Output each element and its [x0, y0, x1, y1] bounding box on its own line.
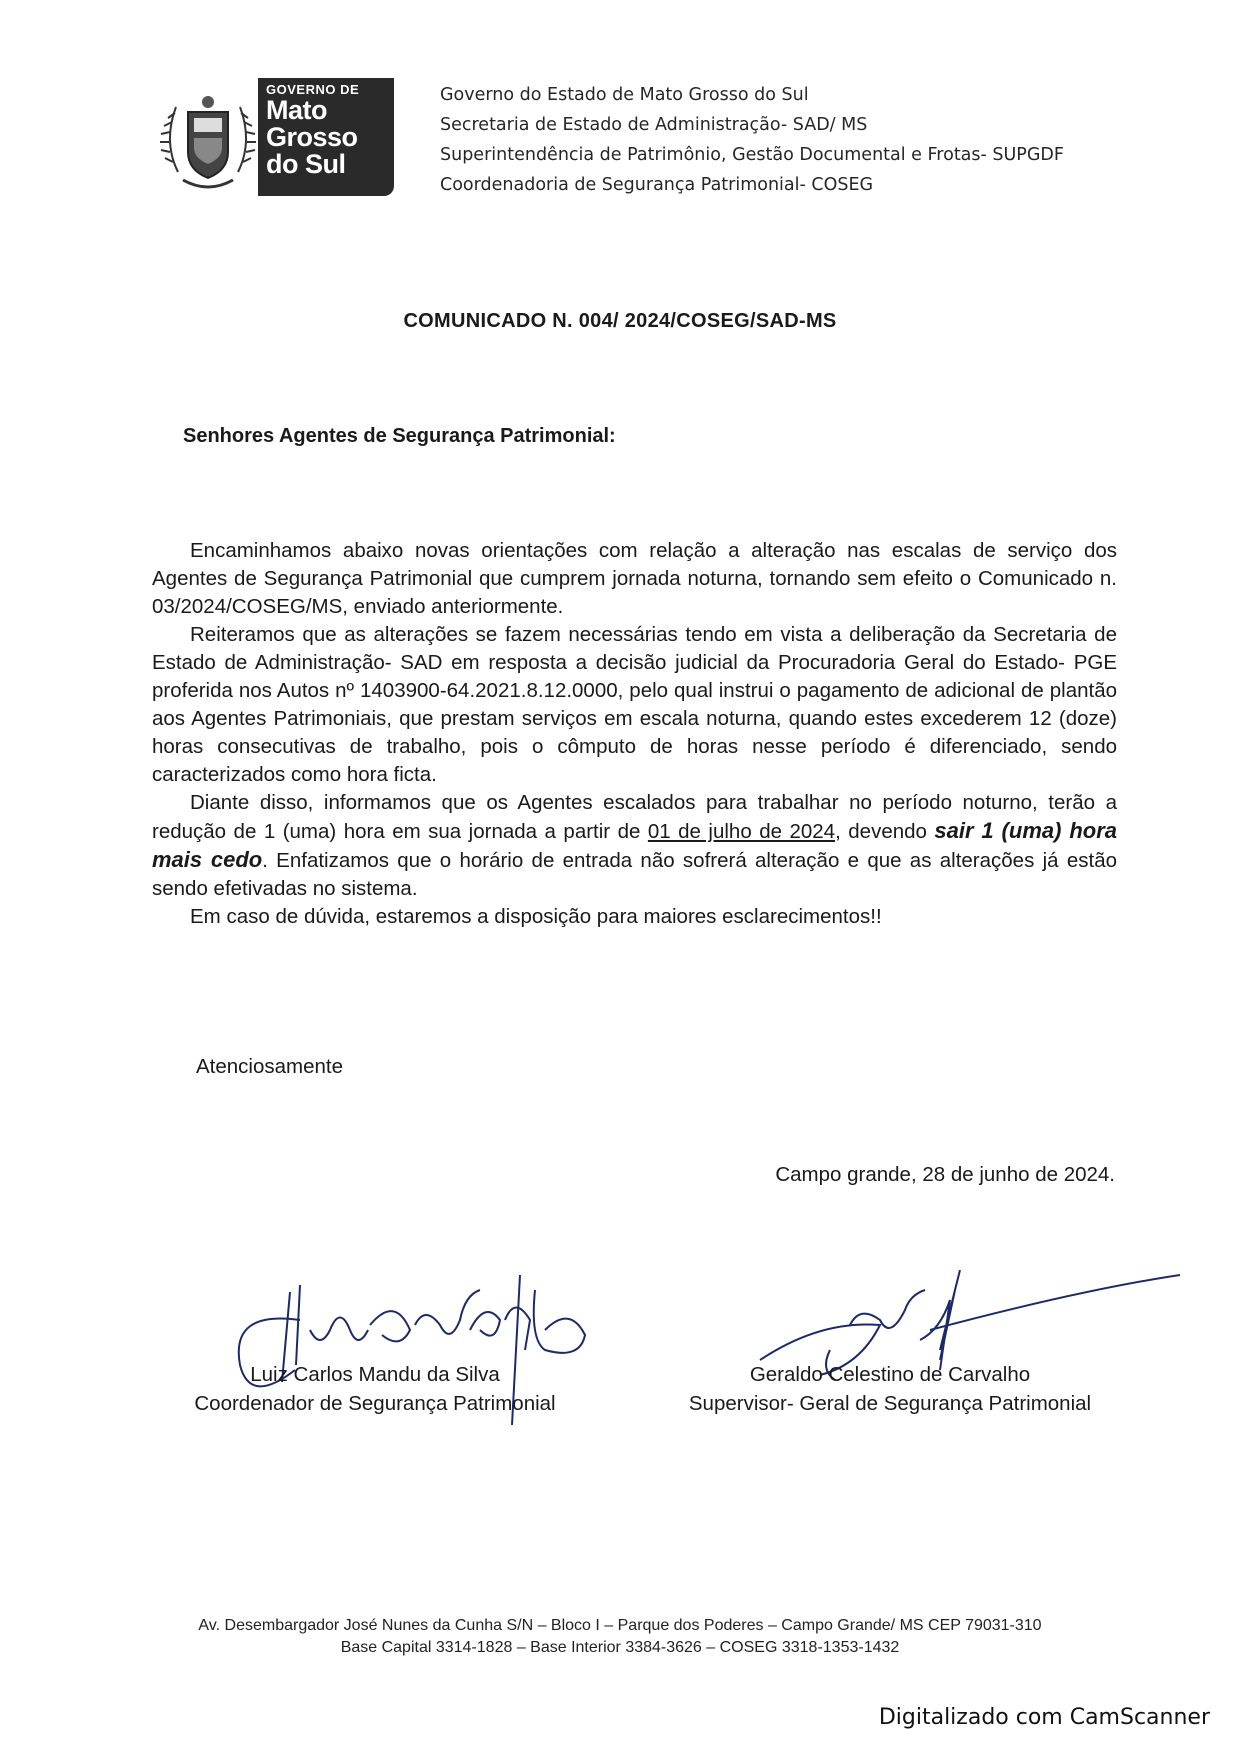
footer-phones: Base Capital 3314-1828 – Base Interior 3384-3626 – COSEG 3318-1353-1432: [340, 1639, 900, 1656]
document-title: COMUNICADO N. 004/ 2024/COSEG/SAD-MS: [403, 310, 837, 332]
signatory-1: [160, 1360, 590, 1418]
body-paragraph: [152, 789, 1117, 903]
body-text-segment: Diante disso, informamos que os Agentes escalados para trabalhar no período noturno, terão a redução de 1 (uma) hora em sua jornada a partir de: [152, 791, 1117, 843]
government-logo: [158, 78, 396, 198]
closing: Atenciosamente: [196, 1055, 344, 1078]
state-coat-of-arms-icon: [158, 82, 258, 194]
signatory-name: Geraldo Celestino de Carvalho: [749, 1363, 1031, 1386]
letterhead-line: Secretaria de Estado de Administração- SAD/ MS: [440, 115, 868, 135]
logo-text-line1: GOVERNO DE: [266, 82, 360, 97]
place-date: Campo grande, 28 de junho de 2024.: [775, 1163, 1115, 1186]
signatory-2: [655, 1360, 1125, 1418]
document-footer: [0, 1615, 1240, 1659]
body-text-segment: . Enfatizamos que o horário de entrada não sofrerá alteração e que as alterações já estão sendo efetivadas no sistema.: [152, 849, 1117, 900]
emphasis-text: sair 1 (uma) hora mais cedo: [152, 818, 1117, 872]
signatory-role: Coordenador de Segurança Patrimonial: [194, 1392, 556, 1415]
logo-text-line4: do Sul: [266, 149, 346, 179]
body-paragraph: Em caso de dúvida, estaremos a disposição para maiores esclarecimentos!!: [190, 905, 882, 928]
signatory-name: Luiz Carlos Mandu da Silva: [250, 1363, 500, 1386]
letterhead: [440, 80, 1140, 200]
greeting: Senhores Agentes de Segurança Patrimonial:: [183, 425, 616, 447]
body-paragraph: Encaminhamos abaixo novas orientações com relação a alteração nas escalas de serviço dos Agentes de Segurança Patrimonial que cumprem jornada noturna, tornando sem efeito o Comunicado n. 03/2024/COSEG/MS, enviado anteriormente.: [152, 539, 1117, 618]
document-body: [152, 537, 1117, 931]
logo-text-line2: Mato: [266, 95, 327, 125]
scanner-watermark: Digitalizado com CamScanner: [878, 1705, 1210, 1730]
body-paragraph: Reiteramos que as alterações se fazem necessárias tendo em vista a deliberação da Secretaria de Estado de Administração- SAD em resposta a decisão judicial da Procuradoria Geral do Estado- PGE proferida nos Autos nº 1403900-64.2021.8.12.0000, pelo qual instrui o pagamento de adicional de plantão aos Agentes Patrimoniais, que prestam serviços em escala noturna, quando estes excederem 12 (doze) horas consecutivas de trabalho, pois o cômputo de horas nesse período é diferenciado, sendo caracterizados como hora ficta.: [152, 623, 1117, 786]
effective-date: 01 de julho de 2024: [647, 820, 836, 843]
letterhead-line: Superintendência de Patrimônio, Gestão Documental e Frotas- SUPGDF: [440, 145, 1064, 165]
footer-address: Av. Desembargador José Nunes da Cunha S/N – Bloco I – Parque dos Poderes – Campo Grande/ MS CEP 79031-310: [198, 1617, 1042, 1634]
logo-text-line3: Grosso: [266, 122, 358, 152]
signatory-role: Supervisor- Geral de Segurança Patrimonial: [688, 1392, 1092, 1415]
logo-badge: [258, 78, 394, 196]
letterhead-line: Coordenadoria de Segurança Patrimonial- COSEG: [440, 175, 874, 195]
letterhead-line: Governo do Estado de Mato Grosso do Sul: [440, 85, 809, 105]
body-text-segment: , devendo: [835, 820, 935, 843]
